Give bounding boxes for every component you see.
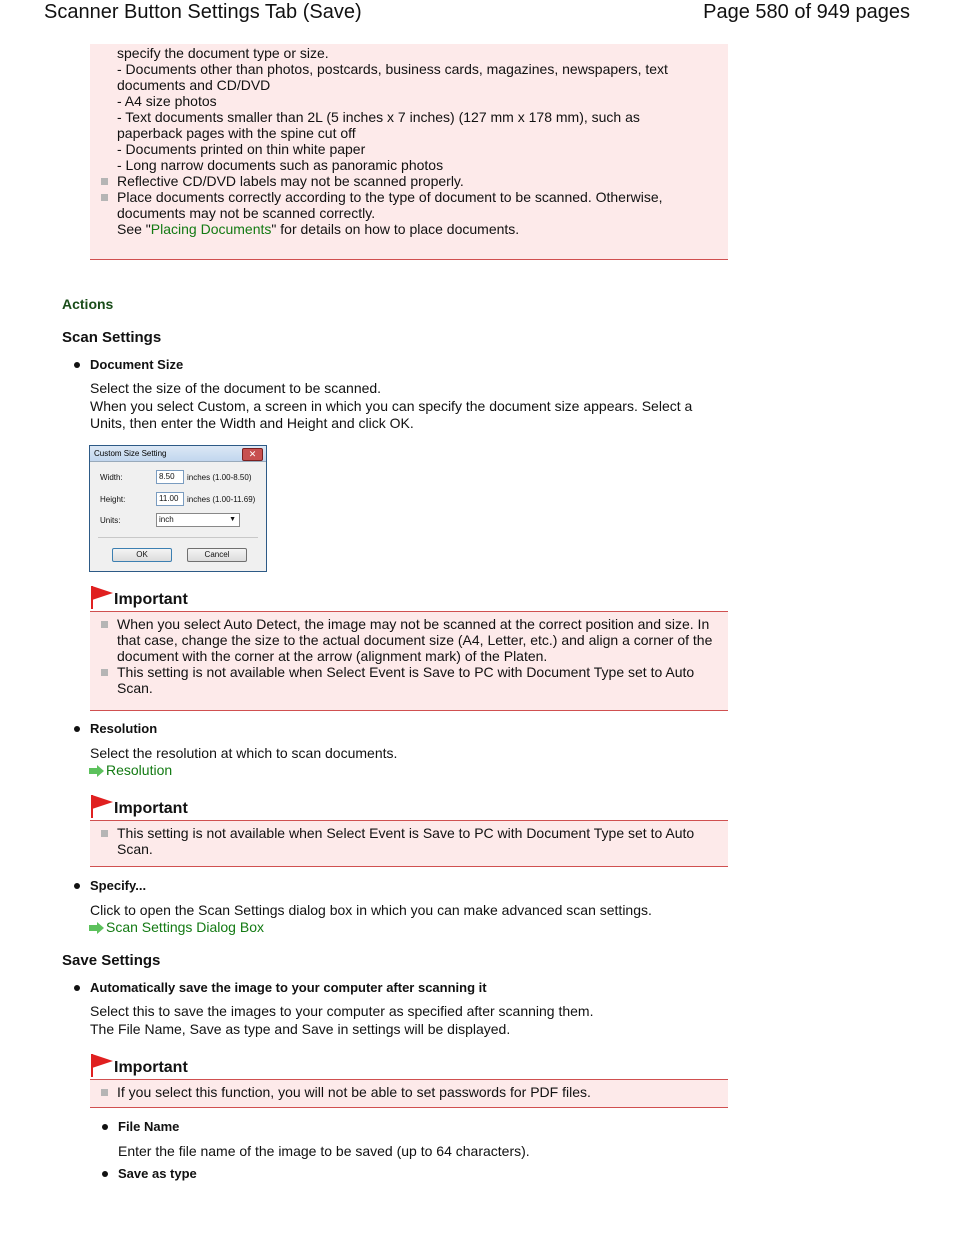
note-line: - A4 size photos: [117, 93, 217, 109]
close-icon: ✕: [242, 448, 263, 461]
save-as-type-bullet: [102, 1166, 197, 1181]
note-box-continued: [90, 44, 728, 260]
file-name-description: Enter the file name of the image to be saved (up to 64 characters).: [118, 1143, 530, 1159]
note-item-text: See ": [117, 221, 151, 237]
body-text: Units, then enter the Width and Height and click OK.: [90, 415, 414, 432]
bullet-dot-icon: [74, 726, 80, 732]
auto-save-description: [90, 1003, 593, 1038]
important-item: [90, 825, 728, 857]
red-flag-icon: [90, 585, 114, 609]
note-item-text: " for details on how to place documents.: [271, 221, 520, 237]
important-text: document with the corner at the arrow (alignment mark) of the Platen.: [117, 648, 548, 664]
bullet-title: Automatically save the image to your computer after scanning it: [90, 980, 487, 995]
green-arrow-icon: [89, 922, 104, 934]
resolution-description: Select the resolution at which to scan documents.: [90, 745, 398, 761]
resolution-link[interactable]: Resolution: [106, 762, 173, 778]
important-box: [90, 1079, 728, 1108]
note-line: - Documents printed on thin white paper: [117, 141, 366, 157]
document-size-description: [90, 380, 692, 433]
important-label: Important: [114, 591, 188, 608]
height-label: Height:: [100, 495, 126, 504]
body-text: Select this to save the images to your computer as specified after scanning them.: [90, 1003, 594, 1019]
width-label: Width:: [100, 473, 123, 482]
note-line: paperback pages with the spine cut off: [117, 125, 356, 141]
important-text: Scan.: [117, 841, 153, 857]
red-flag-icon: [90, 794, 114, 818]
height-field: 11.00: [156, 492, 184, 506]
square-bullet-icon: [101, 194, 108, 201]
placing-documents-link[interactable]: Placing Documents: [150, 221, 272, 237]
note-item: [90, 173, 728, 189]
save-settings-heading: Save Settings: [62, 952, 161, 969]
dialog-titlebar: [90, 446, 266, 462]
important-header: [90, 794, 728, 820]
important-item: [90, 616, 728, 664]
custom-size-dialog-image: [89, 445, 267, 572]
important-label: Important: [114, 800, 188, 817]
important-item: [90, 1084, 728, 1100]
important-text: Scan.: [117, 680, 153, 696]
bullet-dot-icon: [74, 362, 80, 368]
specify-bullet: [74, 878, 146, 893]
file-name-bullet: [102, 1119, 179, 1134]
note-line: specify the document type or size.: [117, 45, 329, 61]
resolution-link-row: [89, 762, 172, 778]
bullet-title: Specify...: [90, 878, 147, 893]
auto-save-bullet: [74, 980, 487, 995]
important-text: that case, change the size to the actual document size (A4, Letter, etc.) and align a corner of the: [117, 632, 713, 648]
note-line: - Text documents smaller than 2L (5 inches x 7 inches) (127 mm x 178 mm), such as: [117, 109, 640, 125]
resolution-bullet: [74, 721, 157, 736]
dialog-title: Custom Size Setting: [94, 449, 167, 458]
bullet-dot-icon: [102, 1171, 108, 1177]
page-header-title: Scanner Button Settings Tab (Save): [44, 1, 362, 23]
dialog-divider: [98, 537, 258, 538]
important-box: [90, 820, 728, 867]
note-line: - Long narrow documents such as panoramic photos: [117, 157, 444, 173]
important-header: [90, 585, 728, 611]
width-field: 8.50: [156, 470, 184, 484]
body-text: The File Name, Save as type and Save in settings will be displayed.: [90, 1020, 511, 1037]
important-box: [90, 611, 728, 711]
square-bullet-icon: [101, 830, 108, 837]
bullet-title: Resolution: [90, 721, 158, 736]
width-range: inches (1.00-8.50): [187, 473, 252, 482]
chevron-down-icon: ▼: [229, 516, 236, 523]
page-number: Page 580 of 949 pages: [703, 1, 910, 23]
body-text: When you select Custom, a screen in which you can specify the document size appears. Select a: [90, 397, 693, 414]
important-item: [90, 664, 728, 696]
square-bullet-icon: [101, 621, 108, 628]
note-item-text: documents may not be scanned correctly.: [117, 205, 376, 221]
bullet-title: Document Size: [90, 357, 184, 372]
important-text: This setting is not available when Select Event is Save to PC with Document Type set to Auto: [117, 825, 695, 841]
scan-settings-dialog-link[interactable]: Scan Settings Dialog Box: [106, 919, 264, 935]
square-bullet-icon: [101, 669, 108, 676]
square-bullet-icon: [101, 178, 108, 185]
important-text: This setting is not available when Select Event is Save to PC with Document Type set to Auto: [117, 664, 695, 680]
important-label: Important: [114, 1059, 188, 1076]
scan-settings-link-row: [89, 919, 264, 935]
red-flag-icon: [90, 1053, 114, 1077]
bullet-dot-icon: [74, 985, 80, 991]
square-bullet-icon: [101, 1089, 108, 1096]
bullet-title: File Name: [118, 1119, 180, 1134]
important-text: When you select Auto Detect, the image may not be scanned at the correct position and size. In: [117, 616, 710, 632]
specify-description: Click to open the Scan Settings dialog box in which you can make advanced scan settings.: [90, 902, 652, 918]
units-select: [156, 513, 240, 527]
bullet-dot-icon: [102, 1124, 108, 1130]
bullet-dot-icon: [74, 883, 80, 889]
ok-button: OK: [112, 548, 172, 562]
height-range: inches (1.00-11.69): [187, 495, 256, 504]
cancel-button: Cancel: [187, 548, 247, 562]
important-header: [90, 1053, 728, 1079]
green-arrow-icon: [89, 765, 104, 777]
bullet-title: Save as type: [118, 1166, 197, 1181]
note-line: documents and CD/DVD: [117, 77, 271, 93]
note-item-text: Reflective CD/DVD labels may not be scanned properly.: [117, 173, 464, 189]
units-value: inch: [159, 515, 174, 524]
scan-settings-heading: Scan Settings: [62, 329, 162, 346]
body-text: Select the size of the document to be scanned.: [90, 380, 382, 396]
actions-heading: Actions: [62, 296, 114, 312]
important-text: If you select this function, you will not be able to set passwords for PDF files.: [117, 1084, 591, 1100]
note-item: [90, 189, 728, 237]
document-size-bullet: [74, 357, 183, 372]
note-item-text: Place documents correctly according to the type of document to be scanned. Otherwise,: [117, 189, 663, 205]
units-label: Units:: [100, 516, 121, 525]
note-line: - Documents other than photos, postcards, business cards, magazines, newspapers, text: [117, 61, 668, 77]
